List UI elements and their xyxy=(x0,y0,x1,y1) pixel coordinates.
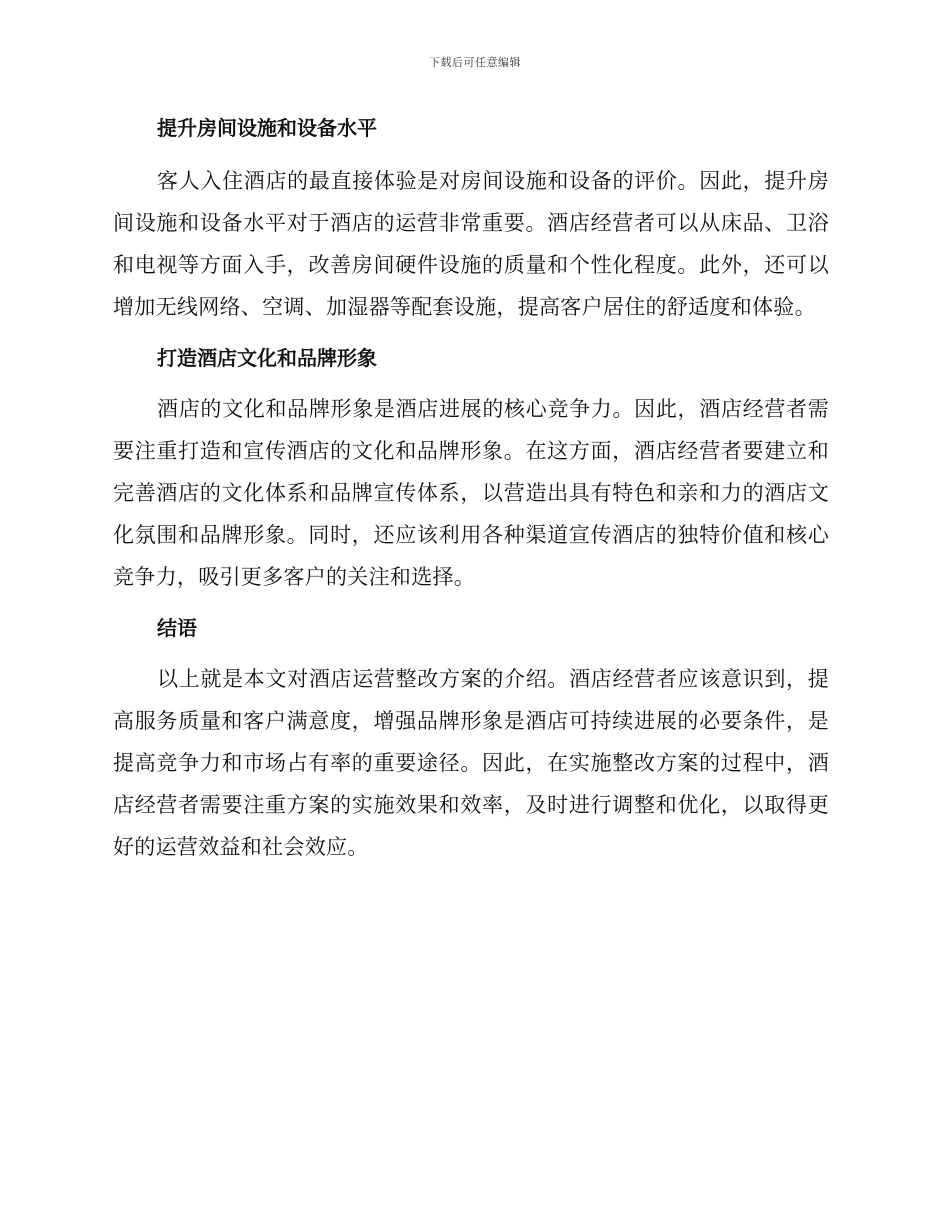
section-heading-brand-culture: 打造酒店文化和品牌形象 xyxy=(157,346,377,370)
section-heading-conclusion: 结语 xyxy=(157,616,197,640)
section-paragraph-room-facilities: 客人入住酒店的最直接体验是对房间设施和设备的评价。因此，提升房间设施和设备水平对于酒店的运营非常重要。酒店经营者可以从床品、卫浴和电视等方面入手，改善房间硬件设施的质量和个性化程度。此外，还可以增加无线网络、空调、加湿器等配套设施，提高客户居住的舒适度和体验。 xyxy=(113,169,829,319)
document-body xyxy=(113,108,829,878)
page-header-note: 下载后可任意编辑 xyxy=(429,56,521,69)
section-heading-room-facilities: 提升房间设施和设备水平 xyxy=(157,116,377,140)
section-paragraph-brand-culture: 酒店的文化和品牌形象是酒店进展的核心竞争力。因此，酒店经营者需要注重打造和宣传酒店的文化和品牌形象。在这方面，酒店经营者要建立和完善酒店的文化体系和品牌宣传体系，以营造出具有特色和亲和力的酒店文化氛围和品牌形象。同时，还应该利用各种渠道宣传酒店的独特价值和核心竞争力，吸引更多客户的关注和选择。 xyxy=(113,397,829,589)
section-paragraph-conclusion: 以上就是本文对酒店运营整改方案的介绍。酒店经营者应该意识到，提高服务质量和客户满意度，增强品牌形象是酒店可持续进展的必要条件，是提高竞争力和市场占有率的重要途径。因此，在实施整改方案的过程中，酒店经营者需要注重方案的实施效果和效率，及时进行调整和优化，以取得更好的运营效益和社会效应。 xyxy=(113,667,829,859)
